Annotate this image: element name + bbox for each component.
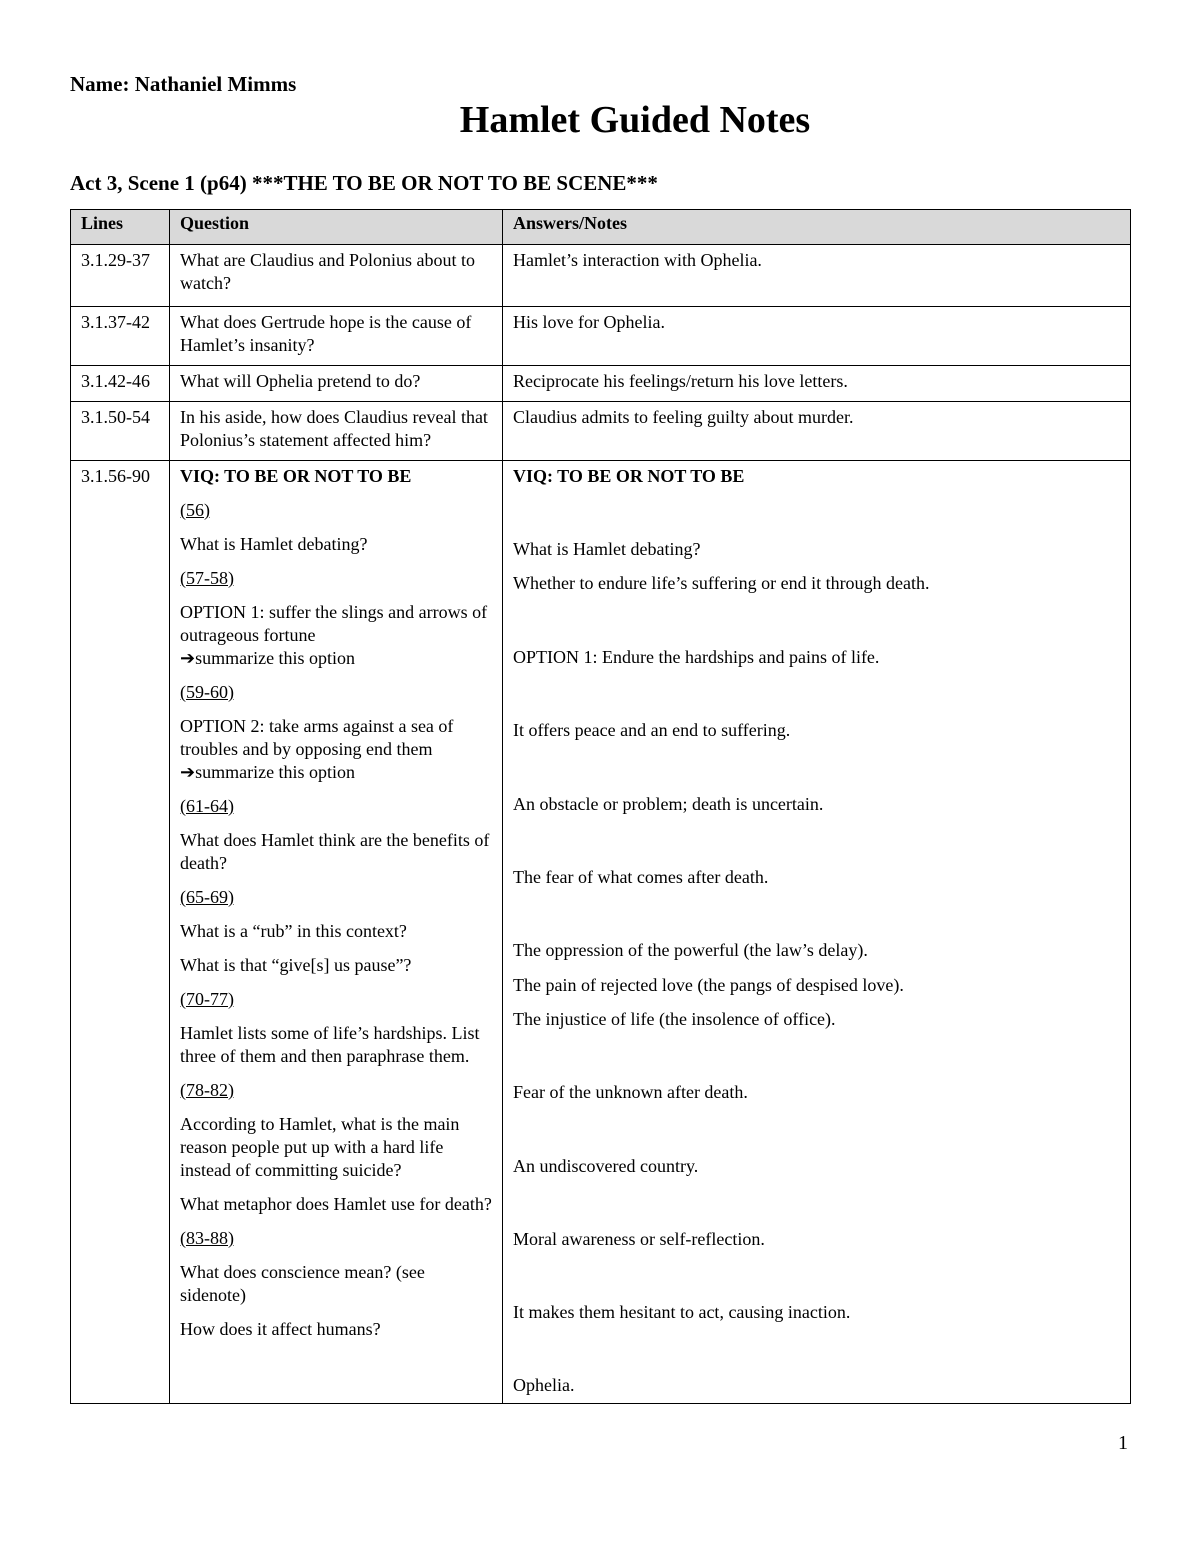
page-number: 1 — [1118, 1432, 1128, 1454]
viq-lines: 3.1.56-90 — [71, 461, 170, 1404]
viq-answer: OPTION 1: Endure the hardships and pains of life. — [513, 647, 880, 667]
header-question: Question — [170, 210, 503, 245]
student-name: Name: Nathaniel Mimms — [70, 72, 297, 96]
viq-question: OPTION 1: suffer the slings and arrows of outrageous fortune — [180, 602, 488, 645]
viq-question: What is that “give[s] us pause”? — [180, 955, 412, 975]
viq-heading: VIQ: TO BE OR NOT TO BE — [180, 466, 412, 486]
viq-answer: Fear of the unknown after death. — [513, 1082, 748, 1102]
row-answer: Hamlet’s interaction with Ophelia. — [503, 245, 1131, 307]
viq-question-cell — [170, 461, 503, 1404]
viq-question: What does conscience mean? (see sidenote) — [180, 1262, 425, 1305]
summarize-instruction: ➔summarize this option — [180, 762, 356, 782]
header-lines: Lines — [71, 210, 170, 245]
viq-answer: It offers peace and an end to suffering. — [513, 720, 791, 740]
table-row — [71, 366, 1131, 402]
viq-answer: What is Hamlet debating? — [513, 539, 701, 559]
row-lines: 3.1.42-46 — [71, 366, 170, 402]
viq-question: How does it affect humans? — [180, 1319, 381, 1339]
row-question: In his aside, how does Claudius reveal that Polonius’s statement affected him? — [170, 402, 503, 461]
viq-question: According to Hamlet, what is the main reason people put up with a hard life instead of committing suicide? — [180, 1114, 460, 1180]
viq-question: What is Hamlet debating? — [180, 534, 368, 554]
viq-answer: The fear of what comes after death. — [513, 867, 769, 887]
row-answer: His love for Ophelia. — [503, 307, 1131, 366]
viq-answer: The injustice of life (the insolence of office). — [513, 1009, 836, 1029]
viq-answer: The oppression of the powerful (the law’s delay). — [513, 940, 868, 960]
viq-question-list — [180, 465, 492, 1341]
viq-answer: It makes them hesitant to act, causing inaction. — [513, 1302, 851, 1322]
row-lines: 3.1.37-42 — [71, 307, 170, 366]
table-header-row — [71, 210, 1131, 245]
row-question: What are Claudius and Polonius about to watch? — [170, 245, 503, 307]
row-answer: Claudius admits to feeling guilty about murder. — [503, 402, 1131, 461]
guided-notes-table — [70, 209, 1131, 1404]
viq-question: Hamlet lists some of life’s hardships. List three of them and then paraphrase them. — [180, 1023, 480, 1066]
page-title: Hamlet Guided Notes — [459, 99, 811, 141]
viq-answer: An undiscovered country. — [513, 1156, 699, 1176]
viq-question: What metaphor does Hamlet use for death? — [180, 1194, 492, 1214]
viq-answer: Whether to endure life’s suffering or end it through death. — [513, 573, 930, 593]
row-answer: Reciprocate his feelings/return his love letters. — [503, 366, 1131, 402]
line-ref: (57-58) — [180, 568, 234, 588]
viq-answer-list — [513, 465, 1120, 1395]
viq-answer: Ophelia. — [513, 1375, 575, 1395]
viq-answer: Moral awareness or self-reflection. — [513, 1229, 765, 1249]
viq-answer: An obstacle or problem; death is uncertain. — [513, 794, 824, 814]
line-ref: (59-60) — [180, 682, 234, 702]
viq-answer-cell — [503, 461, 1131, 1404]
viq-row — [71, 461, 1131, 1404]
viq-answer-heading: VIQ: TO BE OR NOT TO BE — [513, 466, 745, 486]
table-row — [71, 245, 1131, 307]
line-ref: (83-88) — [180, 1228, 234, 1248]
table-row — [71, 307, 1131, 366]
summarize-instruction: ➔summarize this option — [180, 648, 356, 668]
row-question: What will Ophelia pretend to do? — [170, 366, 503, 402]
viq-question: What does Hamlet think are the benefits of death? — [180, 830, 490, 873]
line-ref: (78-82) — [180, 1080, 234, 1100]
header-answers: Answers/Notes — [503, 210, 1131, 245]
viq-question: What is a “rub” in this context? — [180, 921, 407, 941]
viq-answer: The pain of rejected love (the pangs of despised love). — [513, 975, 904, 995]
line-ref: (61-64) — [180, 796, 234, 816]
row-question: What does Gertrude hope is the cause of Hamlet’s insanity? — [170, 307, 503, 366]
row-lines: 3.1.29-37 — [71, 245, 170, 307]
section-heading: Act 3, Scene 1 (p64) ***THE TO BE OR NOT TO BE SCENE*** — [70, 171, 658, 195]
line-ref: (56) — [180, 500, 210, 520]
line-ref: (70-77) — [180, 989, 234, 1009]
table-row — [71, 402, 1131, 461]
row-lines: 3.1.50-54 — [71, 402, 170, 461]
line-ref: (65-69) — [180, 887, 234, 907]
viq-question: OPTION 2: take arms against a sea of troubles and by opposing end them — [180, 716, 454, 759]
